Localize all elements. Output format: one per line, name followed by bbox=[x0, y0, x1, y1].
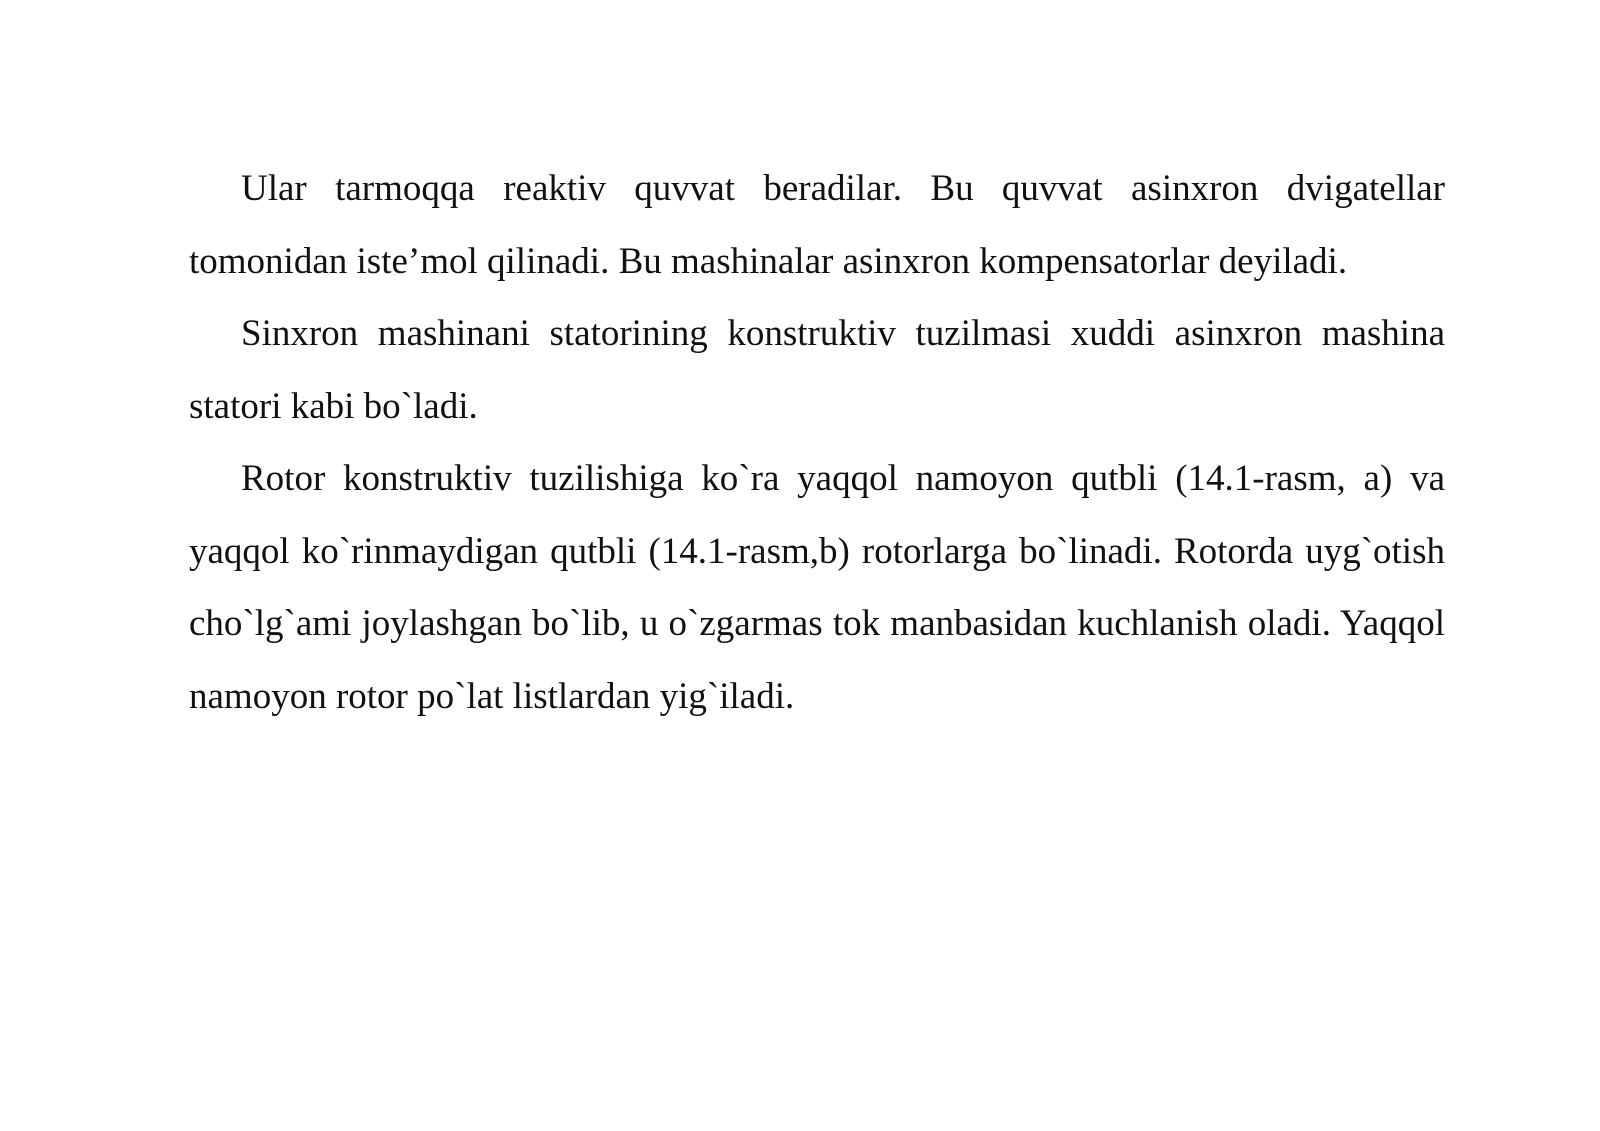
paragraph-rotor: Rotor konstruktiv tuzilishiga ko`ra yaqqol namoyon qutbli (14.1-rasm, a) va yaqqol ko`rinmaydigan qutbli (14.1-rasm,b) rotorlarga bo`linadi. Rotorda uyg`otish cho`lg`ami joylashgan bo`lib, u o`zgarmas tok manbasidan kuchlanish oladi. Yaqqol namoyon rotor po`lat listlardan yig`iladi. bbox=[189, 458, 1445, 717]
paragraph-reactive-power: Ular tarmoqqa reaktiv quvvat beradilar. Bu quvvat asinxron dvigatellar tomonidan iste’mol qilinadi. Bu mashinalar asinxron kompensatorlar deyiladi. bbox=[189, 168, 1445, 282]
paragraph-stator: Sinxron mashinani statorining konstruktiv tuzilmasi xuddi asinxron mashina statori kabi bo`ladi. bbox=[189, 313, 1445, 427]
body-text bbox=[189, 153, 1445, 733]
